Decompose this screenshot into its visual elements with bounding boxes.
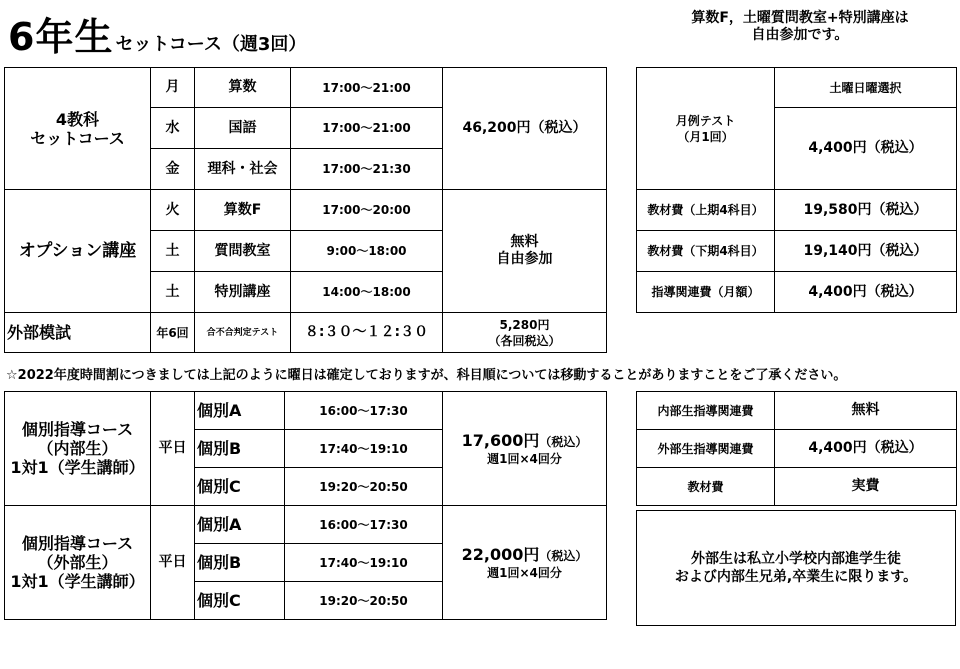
schedule-table [4,67,607,353]
time-cell: 17:00～20:00 [291,190,443,231]
time-cell: 17:00～21:30 [291,149,443,190]
fee-label: 内部生指導関連費 [637,392,775,430]
slot-cell: 個別B [195,430,285,468]
mock-exam-price: 5,280円 （各回税込） [443,313,607,353]
page-title [8,6,306,61]
individual-fees-table [636,391,957,506]
fees-table [636,67,957,313]
time-cell: 16:00～17:30 [285,392,443,430]
time-cell: 16:00～17:30 [285,506,443,544]
time-cell: 17:00～21:00 [291,68,443,108]
subject-cell: 国語 [195,108,291,149]
option-price: 無料 自由参加 [443,190,607,313]
fee-value: 19,140円（税込） [775,231,957,272]
time-cell: 9:00～18:00 [291,231,443,272]
individual-course-name-external: 個別指導コース （外部生） 1対1（学生講師） [5,506,151,620]
individual-days: 平日 [151,506,195,620]
participation-note: 算数F，土曜質問教室+特別講座は 自由参加です。 [691,10,909,43]
time-cell: 17:00～21:00 [291,108,443,149]
day-cell: 土 [151,272,195,313]
option-course-name: オプション講座 [5,190,151,313]
slot-cell: 個別C [195,468,285,506]
slot-cell: 個別A [195,506,285,544]
individual-days: 平日 [151,392,195,506]
fee-value: 無料 [775,392,957,430]
day-cell: 土 [151,231,195,272]
day-cell: 月 [151,68,195,108]
course-subtitle: セットコース（週3回） [115,34,307,55]
time-cell: 14:00～18:00 [291,272,443,313]
subject-cell: 質問教室 [195,231,291,272]
set-course-name: 4教科 セットコース [5,68,151,190]
grade-title: 6年生 [8,15,114,59]
schedule-notice: ☆2022年度時間割につきましては上記のように曜日は確定しておりますが、科目順については移動することがありますことをご了承ください。 [6,368,847,383]
saturday-select-header: 土曜日曜選択 [775,68,957,108]
slot-cell: 個別A [195,392,285,430]
fee-value: 4,400円（税込） [775,272,957,313]
subject-cell: 算数 [195,68,291,108]
mock-exam-time: ８:３０～１２:３０ [291,313,443,353]
fee-value: 19,580円（税込） [775,190,957,231]
time-cell: 17:40～19:10 [285,430,443,468]
slot-cell: 個別C [195,582,285,620]
external-student-note: 外部生は私立小学校内部進学生徒 および内部生兄弟,卒業生に限ります。 [636,510,956,626]
individual-course-name-internal: 個別指導コース （内部生） 1対1（学生講師） [5,392,151,506]
subject-cell: 算数F [195,190,291,231]
set-course-price: 46,200円（税込） [443,68,607,190]
slot-cell: 個別B [195,544,285,582]
individual-price-external: 22,000円（税込） 週1回×4回分 [443,506,607,620]
subject-cell: 特別講座 [195,272,291,313]
individual-price-internal: 17,600円（税込） 週1回×4回分 [443,392,607,506]
individual-course-table [4,391,607,620]
fee-label: 教材費 [637,468,775,506]
mock-exam-name: 外部模試 [5,313,151,353]
fee-value: 4,400円（税込） [775,430,957,468]
mock-exam-subject: 合不合判定テスト [195,313,291,353]
day-cell: 水 [151,108,195,149]
fee-label: 指導関連費（月額） [637,272,775,313]
time-cell: 19:20～20:50 [285,468,443,506]
day-cell: 火 [151,190,195,231]
mock-exam-count: 年6回 [151,313,195,353]
time-cell: 19:20～20:50 [285,582,443,620]
time-cell: 17:40～19:10 [285,544,443,582]
day-cell: 金 [151,149,195,190]
fee-label: 教材費（下期4科目） [637,231,775,272]
monthly-test-price: 4,400円（税込） [775,108,957,190]
fee-value: 実費 [775,468,957,506]
subject-cell: 理科・社会 [195,149,291,190]
fee-label: 外部生指導関連費 [637,430,775,468]
fee-label: 教材費（上期4科目） [637,190,775,231]
monthly-test-label: 月例テスト （月1回） [637,68,775,190]
